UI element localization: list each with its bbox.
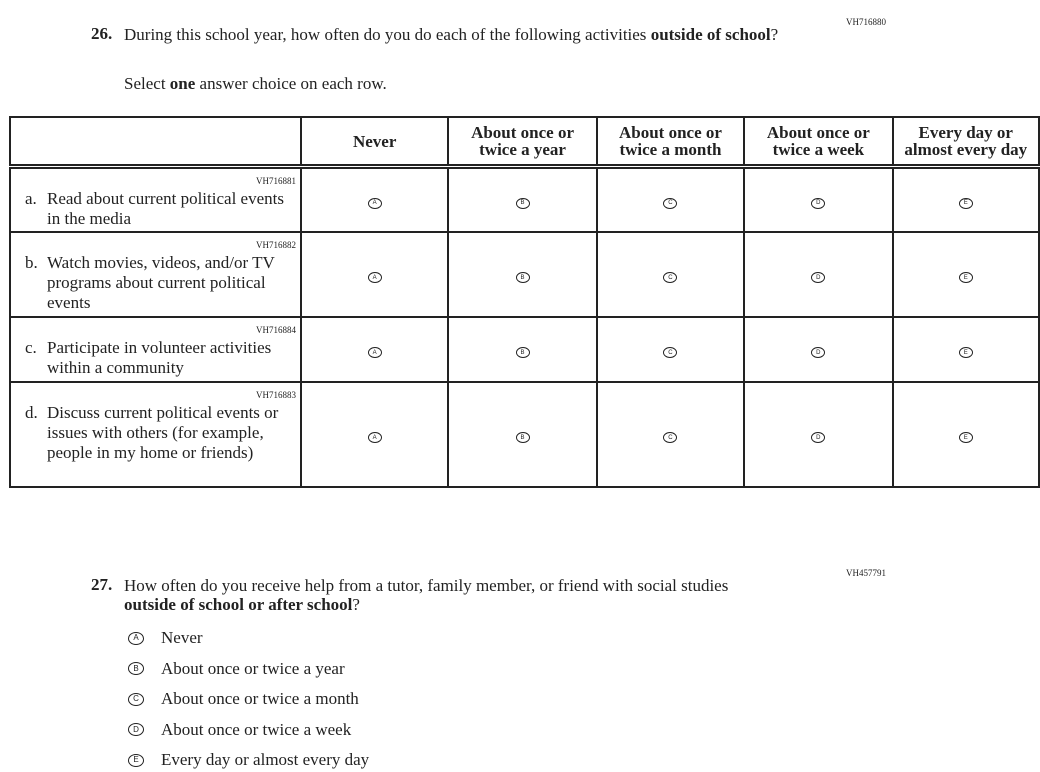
item-code-q27: VH457791 <box>846 568 886 578</box>
question-text: How often do you receive help from a tutor, family member, or friend with social studies <box>124 576 729 595</box>
instruction-text-end: answer choice on each row. <box>195 74 387 93</box>
row-letter: b. <box>25 253 38 272</box>
answer-cell <box>448 317 596 382</box>
answer-bubble-b[interactable]: B <box>516 347 530 358</box>
answer-label: About once or twice a month <box>161 689 359 708</box>
answer-bubble-a[interactable]: A <box>368 432 382 443</box>
column-header-3 <box>597 117 744 167</box>
answer-bubble-c[interactable]: C <box>663 347 677 358</box>
row-label <box>10 167 301 233</box>
question-26-grid <box>9 116 1040 488</box>
answer-label: About once or twice a year <box>161 658 345 678</box>
answer-cell <box>448 382 596 487</box>
answer-cell <box>597 317 744 382</box>
answer-bubble-d[interactable]: D <box>811 198 825 209</box>
column-header-line: About once or <box>766 123 870 142</box>
row-item-code: VH716881 <box>255 176 296 186</box>
answer-cell <box>597 232 744 317</box>
answer-bubble[interactable]: B <box>128 662 144 675</box>
row-letter: c. <box>25 338 37 357</box>
answer-choice-c[interactable] <box>128 689 359 709</box>
row-label <box>10 382 301 487</box>
answer-cell <box>744 232 892 317</box>
column-header-line: Never <box>352 131 397 151</box>
question-number-26: 26. <box>91 24 113 43</box>
row-letter: a. <box>25 189 37 208</box>
answer-bubble[interactable]: C <box>128 693 144 706</box>
answer-label: Never <box>161 628 203 647</box>
answer-cell <box>597 382 744 487</box>
answer-cell <box>744 167 892 233</box>
row-text: Participate in volunteer activities within a community <box>47 338 272 377</box>
column-header-line: Every day or <box>918 123 1013 142</box>
answer-bubble-e[interactable]: E <box>959 272 973 283</box>
question-27-text <box>124 576 824 614</box>
answer-cell <box>744 317 892 382</box>
answer-bubble-b[interactable]: B <box>516 198 530 209</box>
column-header-2 <box>448 117 596 167</box>
row-label <box>10 232 301 317</box>
answer-choice-b[interactable] <box>128 659 345 679</box>
answer-cell <box>448 232 596 317</box>
answer-cell <box>893 317 1039 382</box>
column-header-line: twice a month <box>619 140 722 159</box>
answer-cell <box>301 382 448 487</box>
answer-label: Every day or almost every day <box>161 750 370 769</box>
answer-choice-e[interactable] <box>128 750 369 770</box>
grid-row <box>10 382 1039 487</box>
answer-bubble-b[interactable]: B <box>516 272 530 283</box>
row-letter: d. <box>25 403 38 422</box>
answer-cell <box>301 167 448 233</box>
answer-bubble-a[interactable]: A <box>368 347 382 358</box>
answer-bubble-b[interactable]: B <box>516 432 530 443</box>
column-header-line: twice a week <box>772 140 865 159</box>
answer-bubble-e[interactable]: E <box>959 432 973 443</box>
question-text-end: ? <box>770 25 779 44</box>
answer-bubble-c[interactable]: C <box>663 432 677 443</box>
answer-bubble-e[interactable]: E <box>959 198 973 209</box>
answer-cell <box>301 317 448 382</box>
answer-cell <box>448 167 596 233</box>
column-header-5 <box>893 117 1039 167</box>
answer-bubble-d[interactable]: D <box>811 432 825 443</box>
grid-header <box>10 117 1039 167</box>
answer-bubble[interactable]: D <box>128 723 144 736</box>
answer-choice-d[interactable] <box>128 720 351 740</box>
question-number-27: 27. <box>91 575 113 594</box>
answer-cell <box>744 382 892 487</box>
answer-bubble-a[interactable]: A <box>368 272 382 283</box>
grid-row <box>10 317 1039 382</box>
row-text: Watch movies, videos, and/or TV programs about current political events <box>47 253 275 312</box>
column-header-4 <box>744 117 892 167</box>
answer-cell <box>893 232 1039 317</box>
answer-cell <box>893 382 1039 487</box>
instruction-text: Select <box>124 74 170 93</box>
item-code-q26: VH716880 <box>846 17 886 27</box>
question-26-instruction <box>124 74 387 93</box>
grid-row <box>10 167 1039 233</box>
row-text: Read about current political events in the media <box>47 189 284 228</box>
row-item-code: VH716883 <box>255 390 296 400</box>
answer-bubble-d[interactable]: D <box>811 347 825 358</box>
column-header-line: twice a year <box>479 140 566 159</box>
column-header-1 <box>301 117 448 167</box>
answer-label: About once or twice a week <box>161 719 352 739</box>
instruction-bold: one <box>169 74 196 93</box>
header-blank <box>10 117 301 167</box>
answer-bubble-c[interactable]: C <box>663 272 677 283</box>
question-26-text <box>124 25 824 44</box>
column-header-line: almost every day <box>904 140 1028 159</box>
answer-bubble[interactable]: E <box>128 754 144 767</box>
answer-choice-a[interactable] <box>128 628 203 648</box>
answer-cell <box>597 167 744 233</box>
question-text-end: ? <box>352 595 360 614</box>
answer-bubble-e[interactable]: E <box>959 347 973 358</box>
answer-bubble-a[interactable]: A <box>368 198 382 209</box>
question-text-bold: outside of school or after school <box>124 595 353 614</box>
answer-bubble-d[interactable]: D <box>811 272 825 283</box>
row-item-code: VH716882 <box>255 240 296 250</box>
answer-bubble-c[interactable]: C <box>663 198 677 209</box>
answer-cell <box>301 232 448 317</box>
row-item-code: VH716884 <box>255 325 296 335</box>
row-label <box>10 317 301 382</box>
question-text-bold: outside of school <box>650 25 771 44</box>
answer-cell <box>893 167 1039 233</box>
column-header-line: About once or <box>618 123 722 142</box>
question-text: During this school year, how often do you do each of the following activities <box>124 25 651 44</box>
grid-row <box>10 232 1039 317</box>
row-text: Discuss current political events or issues with others (for example, people in my home or friends) <box>47 403 279 462</box>
answer-bubble[interactable]: A <box>128 632 144 645</box>
column-header-line: About once or <box>471 123 575 142</box>
